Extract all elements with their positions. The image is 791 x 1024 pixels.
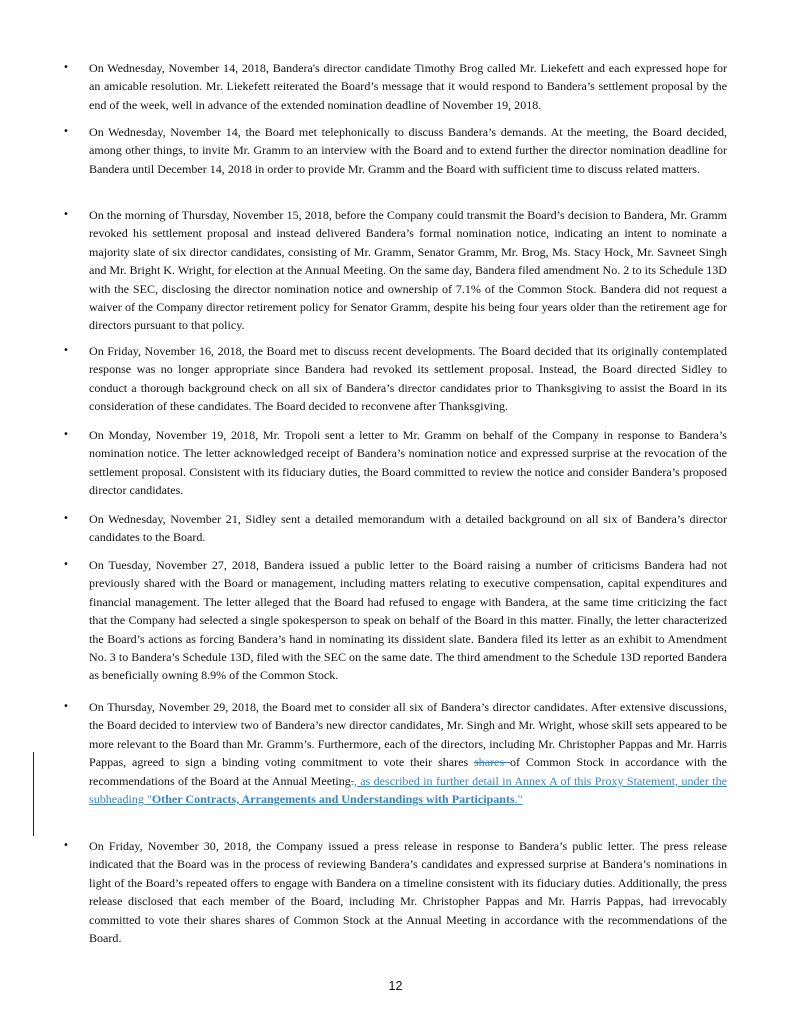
inserted-text: , as described in further detail in Annex A of this Proxy Statement, under the subheading " bbox=[89, 773, 727, 807]
paragraph-text: On Wednesday, November 14, 2018, Bandera's director candidate Timothy Brog called Mr. Liekefett and each expressed hope for an amicable resolution. Mr. Liekefett reiterated the Board’s message that it would respond to Bandera’s settlement proposal by the end of the week, well in advance of the extended nomination deadline of November 19, 2018. bbox=[89, 61, 727, 112]
paragraph-text: On Wednesday, November 21, Sidley sent a detailed memorandum with a detailed background on all six of Bandera’s director candidates to the Board. bbox=[89, 512, 727, 545]
bullet-marker: • bbox=[63, 62, 69, 73]
bullet-marker: • bbox=[63, 126, 69, 137]
paragraph-nov19-tropoli-letter bbox=[63, 426, 727, 500]
paragraph-nov14-board-meeting bbox=[63, 123, 727, 178]
paragraph-nov27-public-letter bbox=[63, 556, 727, 685]
paragraph-text: On Monday, November 19, 2018, Mr. Tropoli sent a letter to Mr. Gramm on behalf of the Company in response to Bandera’s nomination notice. The letter acknowledged receipt of Bandera’s nomination notice and expressed surprise at the revocation of the settlement proposal. Consistent with its fiduciary duties, the Board committed to review the notice and consider Bandera’s proposed director candidates. bbox=[89, 428, 727, 498]
paragraph-nov15-nomination-notice bbox=[63, 206, 727, 335]
bullet-marker: • bbox=[63, 513, 69, 524]
bullet-marker: • bbox=[63, 429, 69, 440]
bullet-marker: • bbox=[63, 840, 69, 851]
page-number: 12 bbox=[388, 979, 403, 993]
paragraph-nov29-board-meeting bbox=[63, 698, 728, 808]
paragraph-nov21-sidley-memo bbox=[63, 510, 727, 547]
deleted-text: shares bbox=[473, 755, 510, 770]
paragraph-nov14-brog-call bbox=[63, 59, 727, 114]
deleted-text: . bbox=[350, 773, 354, 788]
paragraph-nov30-press-release bbox=[63, 837, 727, 947]
paragraph-text: On Thursday, November 29, 2018, the Board met to consider all six of Bandera’s director candidates. After extensive discussions, the Board decided to interview two of Bandera’s new director candidates, Mr. Singh and Mr. Wright, whose skill sets appeared to be more relevant to the Board than Mr. Gramm’s. Furthermore, each of the directors, including Mr. Christopher Pappas and Mr. Harris Pappas, agreed to sign a binding voting commitment to vote their shares bbox=[89, 700, 727, 770]
paragraph-nov16-board-meeting bbox=[63, 342, 727, 416]
paragraph-text: On Friday, November 16, 2018, the Board met to discuss recent developments. The Board decided that its originally contemplated response was no longer appropriate since Bandera had revoked its settlement proposal. Instead, the Board directed Sidley to conduct a thorough background check on all six of Bandera’s director candidates prior to Thanksgiving to assist the Board in its consideration of these candidates. The Board decided to reconvene after Thanksgiving. bbox=[89, 344, 727, 414]
paragraph-text: On Tuesday, November 27, 2018, Bandera issued a public letter to the Board raising a number of criticisms Bandera had not previously shared with the Board or management, including matters relating to executive compensation, capital expenditures and financial management. The letter alleged that the Board had refused to engage with Bandera, at the same time criticizing the fact that the Company had selected a single spokesperson to speak on behalf of the Board in this matter. Finally, the letter characterized the Board’s actions as forcing Bandera’s hand in nominating its dissident slate. Bandera filed its letter as an exhibit to Amendment No. 3 to Bandera’s Schedule 13D, filed with the SEC on the same date. The third amendment to the Schedule 13D reported Bandera as beneficially owning 8.9% of the Common Stock. bbox=[89, 558, 727, 683]
inserted-text: ." bbox=[514, 792, 523, 807]
inserted-subheading: Other Contracts, Arrangements and Understandings with Participants bbox=[151, 792, 515, 807]
paragraph-text: On Wednesday, November 14, the Board met telephonically to discuss Bandera’s demands. At the meeting, the Board decided, among other things, to invite Mr. Gramm to an interview with the Board and to extend further the director nomination deadline for Bandera until December 14, 2018 in order to provide Mr. Gramm and the Board with sufficient time to discuss related matters. bbox=[89, 125, 727, 176]
paragraph-text: of Common Stock in accordance with the recommendations of the Board at the Annual Meeting bbox=[89, 755, 728, 788]
paragraph-text: On the morning of Thursday, November 15, 2018, before the Company could transmit the Board’s decision to Bandera, Mr. Gramm revoked his settlement proposal and instead delivered Bandera’s formal nomination notice, indicating an intent to nominate a majority slate of six director candidates, consisting of Mr. Gramm, Senator Gramm, Mr. Brog, Ms. Stacy Hock, Mr. Savneet Singh and Mr. Bright K. Wright, for election at the Annual Meeting. On the same day, Bandera filed amendment No. 2 to its Schedule 13D with the SEC, disclosing the director nomination notice and ownership of 7.1% of the Common Stock. Bandera did not request a waiver of the Company director retirement policy for Senator Gramm, despite his being four years older than the retirement age for directors pursuant to that policy. bbox=[89, 208, 727, 333]
bullet-marker: • bbox=[63, 559, 69, 570]
paragraph-text: On Friday, November 30, 2018, the Company issued a press release in response to Bandera’s public letter. The press release indicated that the Board was in the process of reviewing Bandera’s candidates and expressed surprise at Bandera’s nominations in light of the Board’s repeated offers to engage with Bandera on a timeline consistent with its fiduciary duties. Additionally, the press release disclosed that each member of the Board, including Mr. Christopher Pappas and Mr. Harris Pappas, had irrevocably committed to vote their shares shares of Common Stock at the Annual Meeting in accordance with the recommendations of the Board. bbox=[89, 839, 727, 946]
bullet-marker: • bbox=[63, 701, 69, 712]
bullet-marker: • bbox=[63, 345, 69, 356]
revision-change-bar bbox=[33, 752, 34, 836]
bullet-marker: • bbox=[63, 209, 69, 220]
